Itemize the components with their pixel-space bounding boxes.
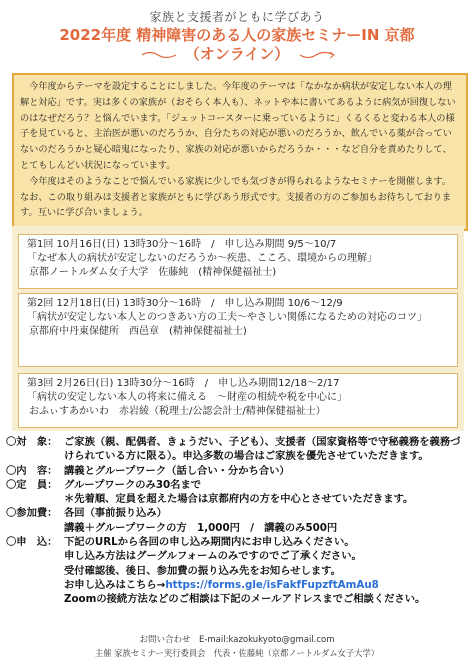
session-card-3 (18, 373, 458, 428)
capacity-note: ＊先着順、定員を超えた場合は京都府内の方を中心とさせていただきます。 (64, 493, 414, 506)
content-label: 〇内 容： (6, 464, 58, 477)
title-line-2: （オンライン） (184, 45, 290, 63)
intro-paragraph-1: 今年度からテーマを設定することにしました。今年度のテーマは「なかなか病状が安定しない本人の理解と対応」です。実は多くの家族が（おそらく本人も）、ネットや本に書いてあるように病気が回復しないのはなぜだろう？と悩んでいます。「ジェットコースターに乗っているように」くるくると変わる本人の様子を見ていると、主治医が悪いのだろうか、自分たちの対応が悪いのだろうか、飲んでいる薬が合っていないのだろうかと疑心暗鬼になったり、家族の対応が悪いからだろうか・・・など自分を責めたりして、とてもしんどい状況になっています。 (20, 81, 456, 171)
session-3-topic: 「病状の安定しない本人の将来に備える 〜財産の相続や税を中心に」 (27, 392, 347, 404)
capacity-label: 〇定 員： (6, 478, 58, 491)
left-flourish-icon (140, 50, 180, 60)
fee-row (6, 506, 466, 520)
target-label: 〇対 象： (6, 436, 58, 448)
content-row (6, 464, 466, 478)
session-card-2 (18, 293, 458, 367)
apply-label: 〇申 込： (6, 536, 58, 549)
right-flourish-icon (296, 50, 336, 60)
organizer-info: 主催 家族セミナー実行委員会 代表・佐藤純（京都ノートルダム女子大学） (94, 648, 380, 658)
session-1-speaker: 京都ノートルダム女子大学 佐藤純 (精神保健福祉士) (29, 267, 277, 279)
session-2-header: 第2回 12月18日(日) 13時30分〜16時 / 申し込み期間 10/6〜12/9 (27, 298, 343, 309)
capacity-row (6, 478, 466, 492)
session-3-header: 第3回 2月26日(日) 13時30分〜16時 / 申し込み期間12/18〜2/17 (27, 378, 340, 389)
intro-box (12, 73, 468, 231)
session-1-topic: 「なぜ本人の病状が安定しないのだろうか〜疾患、こころ、環境からの理解」 (27, 253, 377, 265)
lead-text: 家族と支援者がともに学びあう (149, 10, 325, 24)
contact-info: お問い合わせ E-mail:kazokukyoto@gmail.com (139, 635, 335, 645)
sessions-panel (12, 226, 464, 431)
target-row (6, 435, 466, 464)
apply-line-4 (6, 578, 466, 592)
details-section (6, 435, 466, 607)
apply-line-5: Zoomの接続方法などのご相談は下記のメールアドレスまでご相談ください。 (64, 593, 426, 606)
session-3-speaker: おふぃすあかいわ 赤岩綾（税理士/公認会計士/精神保健福祉士） (29, 406, 326, 418)
apply-line-1: 下記のURLから各回の申し込み期間内にお申し込みください。 (64, 536, 355, 549)
target-value: ご家族（親、配偶者、きょうだい、子ども）、支援者（国家資格等で守秘義務を義務づけられている方に限る）。申込多数の場合はご家族を優先させていただきます。 (64, 436, 461, 463)
session-card-1 (18, 234, 458, 289)
application-form-link[interactable]: https://forms.gle/isFakfFupzftAmAu8 (165, 578, 379, 591)
fee-value: 各回（事前振り込み） (64, 507, 167, 520)
fee-label: 〇参加費： (6, 507, 58, 520)
apply-line-2: 申し込み方法はグーグルフォームのみですのでご了承ください。 (64, 550, 362, 563)
apply-line-3: 受付確認後、後日、参加費の振り込み先をお知らせします。 (64, 564, 341, 577)
fee-detail: 講義＋グループワークの方 1,000円 / 講義のみ500円 (64, 521, 338, 534)
session-2-speaker: 京都府中丹東保健所 西邑章 (精神保健福祉士) (29, 326, 247, 338)
intro-paragraph-2: 今年度はそのようなことで悩んでいる家族に少しでも気づきが得られるようなセミナーを開催します。なお、この取り組みは支援者と家族がともに学びあう形式です。支援者の方のご参加もお待ちしております。互いに学び合いましょう。 (20, 175, 452, 219)
session-1-header: 第1回 10月16日(日) 13時30分〜16時 / 申し込み期間 9/5〜10/7 (27, 239, 337, 250)
apply-row (6, 535, 466, 549)
title-line-1: 2022年度 精神障害のある人の家族セミナーIN 京都 (59, 26, 415, 44)
page-title (0, 26, 474, 64)
session-2-topic: 「病状が安定しない本人とのつきあい方の工夫〜やさしい関係になるための対応のコツ」 (27, 312, 427, 324)
apply-link-prefix: お申し込みはこちら→ (64, 578, 166, 591)
content-value: 講義とグループワーク（話し合い・分かち合い） (64, 464, 290, 477)
capacity-value: グループワークのみ30名まで (64, 478, 202, 491)
